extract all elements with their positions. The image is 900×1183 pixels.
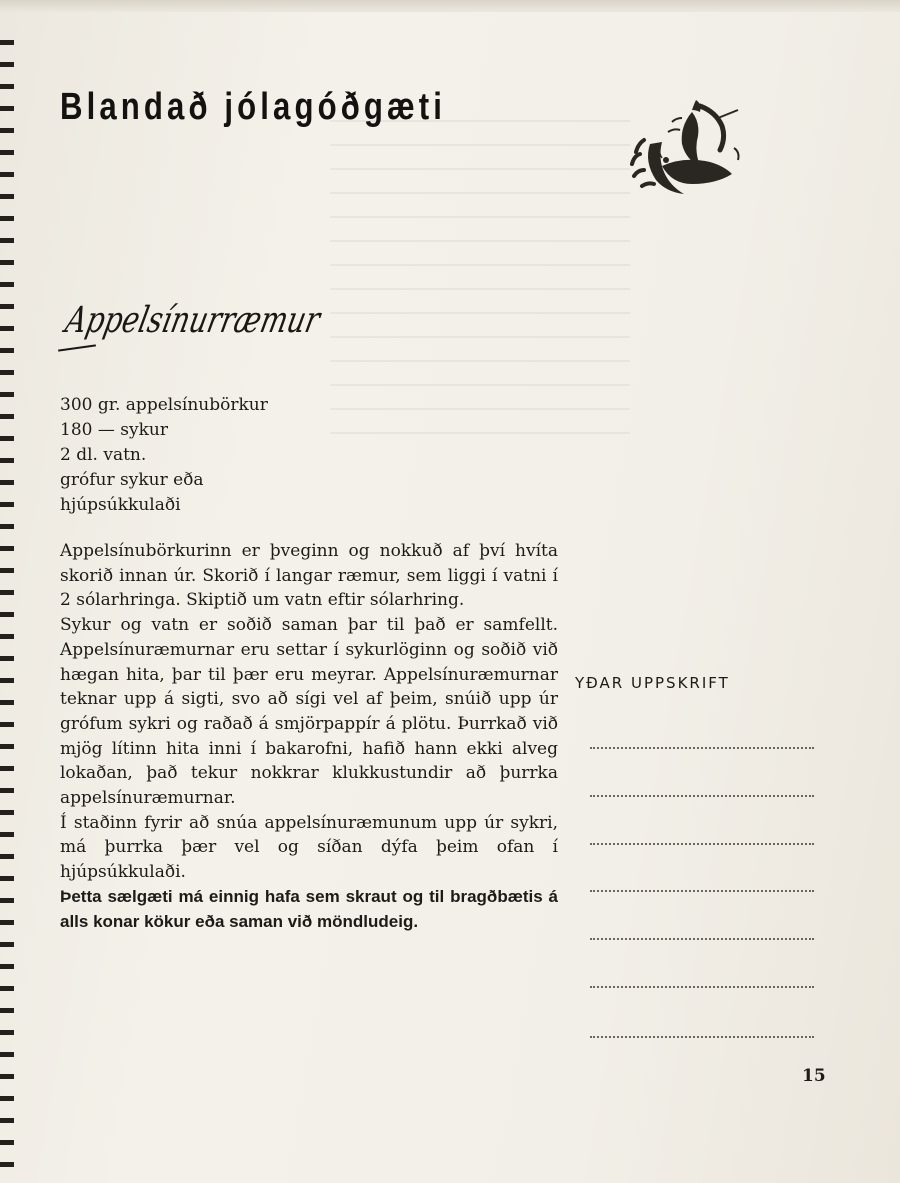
writing-line (590, 795, 814, 797)
method-paragraph: Þetta sælgæti má einnig hafa sem skraut og til bragðbætis á alls konar kökur eða saman við möndludeig. (60, 886, 558, 931)
writing-line (590, 747, 814, 749)
ingredient-item: grófur sykur eða (60, 470, 204, 490)
ingredient-item: hjúpsúkkulaði (60, 495, 181, 515)
ingredient-item: 2 dl. vatn. (60, 445, 147, 465)
ingredient-list (60, 393, 268, 518)
method-paragraph: Í staðinn fyrir að snúa appelsínuræmunum upp úr sykri, má þurrka þær vel og síðan dýfa þeim ofan í hjúpsúkkulaði. (60, 812, 558, 883)
title-flourish (58, 344, 96, 351)
writing-line (590, 986, 814, 988)
oil-lamp-emblem-icon (622, 92, 752, 204)
spiral-binding (0, 30, 14, 1180)
ingredient-item: 300 gr. appelsínubörkur (60, 395, 268, 415)
show-through-texture (330, 120, 630, 440)
writing-line (590, 938, 814, 940)
method-paragraph: Sykur og vatn er soðið saman þar til það er samfellt. Appelsínuræmurnar eru settar í sykurlöginn og soðið við hægan hita, þar til þær eru meyrar. Appelsínuræmurnar teknar upp á sigti, svo að sígi vel af þeim, snúið upp úr grófum sykri og raðað á smjörpappír á plötu. Þurrkað við mjög lítinn hita inni í bakarofni, hafið hann ekki alveg lokaðan, það tekur nokkrar klukkustundir að þurrka appelsínuræmurnar. (60, 615, 558, 809)
your-recipe-heading: YÐAR UPPSKRIFT (575, 674, 730, 692)
method-text (60, 539, 558, 934)
page-title: Blandað jólagóðgæti (60, 86, 447, 128)
page-number: 15 (802, 1066, 826, 1086)
top-edge-shadow (0, 0, 900, 12)
writing-line (590, 890, 814, 892)
writing-line (590, 1036, 814, 1038)
writing-line (590, 843, 814, 845)
method-paragraph: Appelsínubörkurinn er þveginn og nokkuð af því hvíta skorið innan úr. Skorið í langar ræmur, sem liggi í vatni í 2 sólarhringa. Skiptið um vatn eftir sólarhring. (60, 541, 558, 611)
ingredient-item: 180 — sykur (60, 420, 168, 440)
recipe-title: Appelsínurræmur (62, 300, 324, 341)
